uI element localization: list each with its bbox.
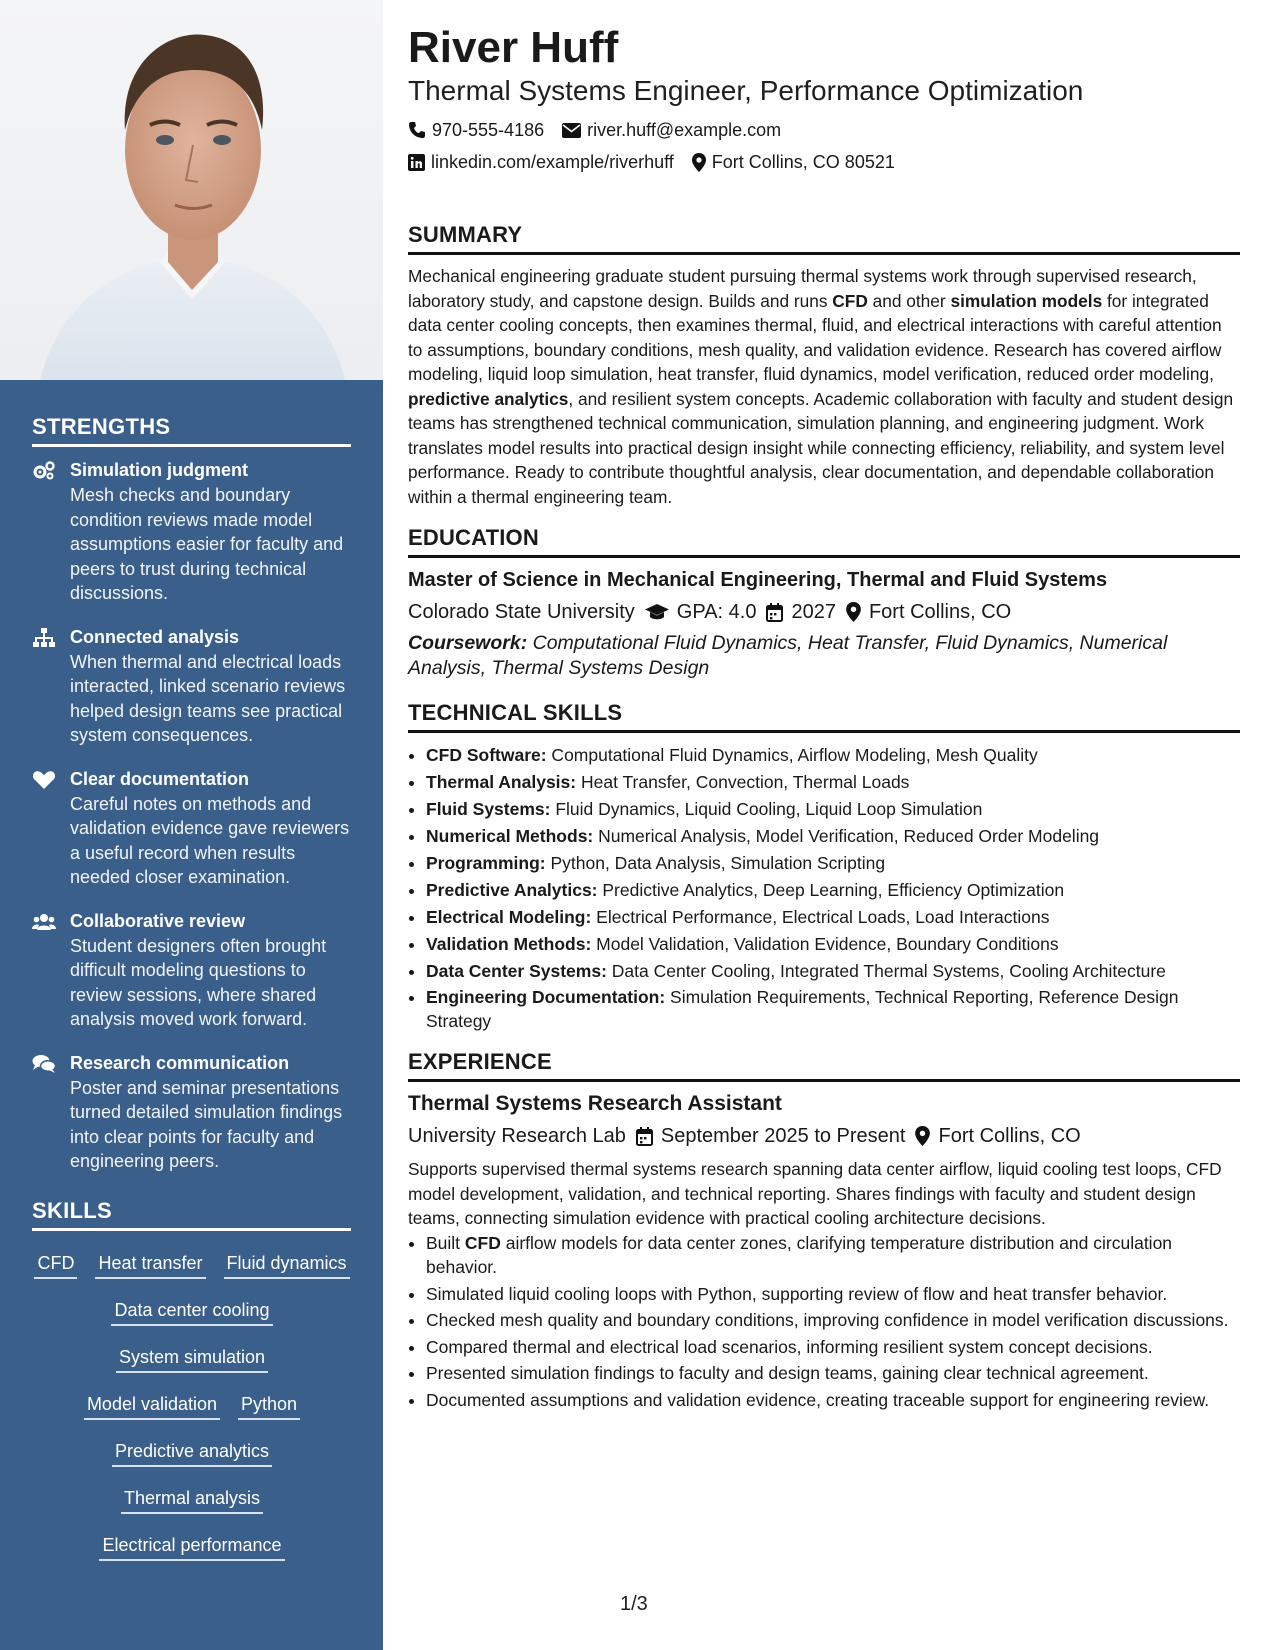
strength-title: Connected analysis [70,626,240,647]
grad-year: 2027 [791,601,836,623]
experience-meta [408,1121,1240,1151]
list-item: • Electrical Modeling: Electrical Performance, Electrical Loads, Load Interactions [426,904,1240,931]
strength-item [32,1052,351,1174]
experience-role: Thermal Systems Research Assistant [408,1092,782,1115]
skill-chip: Python [238,1392,300,1420]
strength-desc: Careful notes on methods and validation evidence gave reviewers a useful record when results needed closer examination. [70,793,350,887]
list-item: • Validation Methods: Model Validation, Validation Evidence, Boundary Conditions [426,931,1240,958]
heart-icon [32,768,56,890]
organization: University Research Lab [408,1125,626,1147]
summary-heading: SUMMARY [408,222,1240,255]
experience-location: Fort Collins, CO [938,1125,1081,1147]
strength-item [32,768,351,890]
strength-desc: Student designers often brought difficult modeling questions to review sessions, where shared analysis moved work forward. [70,935,327,1029]
strength-desc: When thermal and electrical loads interacted, linked scenario reviews helped design teams see practical system consequences. [70,651,346,745]
contact-row-2 [408,146,1240,178]
map-pin-icon [692,153,706,172]
skill-chip: Thermal analysis [121,1486,263,1514]
gears-icon [32,459,56,606]
list-item: • CFD Software: Computational Fluid Dynamics, Airflow Modeling, Mesh Quality [426,742,1240,769]
strengths-heading: STRENGTHS [32,414,351,447]
experience-dates: September 2025 to Present [660,1125,906,1147]
calendar-icon [766,603,783,622]
sitemap-icon [32,626,56,748]
skill-chip: Predictive analytics [112,1439,272,1467]
skill-chip: Heat transfer [95,1251,205,1279]
list-item: • Programming: Python, Data Analysis, Simulation Scripting [426,850,1240,877]
users-icon [32,910,56,1032]
email-text: river.huff@example.com [587,120,782,140]
skill-chip: Data center cooling [111,1298,272,1326]
experience-summary: Supports supervised thermal systems research spanning data center airflow, liquid cooling test loops, CFD model development, validation, and technical reporting. Shares findings with faculty and student design teams, connecting simulation evidence with practical cooling architecture decisions. [408,1159,1222,1228]
skill-chip: Model validation [84,1392,220,1420]
phone-text: 970-555-4186 [432,120,545,140]
linkedin[interactable] [408,146,674,178]
degree-title: Master of Science in Mechanical Engineering, Thermal and Fluid Systems [408,569,1108,591]
skill-chip: CFD [34,1251,77,1279]
list-item: • Predictive Analytics: Predictive Analytics, Deep Learning, Efficiency Optimization [426,877,1240,904]
calendar-icon [636,1127,653,1146]
email[interactable] [562,114,781,146]
phone[interactable] [408,114,544,146]
profile-photo [0,0,383,380]
list-item: • Documented assumptions and validation evidence, creating traceable support for engineering review. [426,1388,1240,1413]
list-item: • Data Center Systems: Data Center Cooling, Integrated Thermal Systems, Cooling Architecture [426,958,1240,985]
graduation-cap-icon [645,603,669,621]
linkedin-icon [408,154,425,171]
skill-chip: Fluid dynamics [224,1251,350,1279]
list-item: • Fluid Systems: Fluid Dynamics, Liquid Cooling, Liquid Loop Simulation [426,796,1240,823]
page-indicator: 1/3 [620,1593,648,1615]
experience-heading: EXPERIENCE [408,1049,1240,1082]
envelope-icon [562,123,581,138]
strength-item [32,626,351,748]
location [692,146,895,178]
education-heading: EDUCATION [408,525,1240,558]
technical-skills-list [408,742,1240,1033]
list-item: • Compared thermal and electrical load scenarios, informing resilient system concept decisions. [426,1335,1240,1360]
comments-icon [32,1052,56,1174]
candidate-name: River Huff [408,23,619,72]
skill-chip: System simulation [116,1345,268,1373]
strength-title: Collaborative review [70,910,246,931]
list-item: • Built CFD airflow models for data center zones, clarifying temperature distribution and circulation behavior. [426,1231,1240,1280]
strength-desc: Poster and seminar presentations turned detailed simulation findings into clear points for faculty and engineering peers. [70,1077,343,1171]
job-title: Thermal Systems Engineer, Performance Optimization [408,75,1084,106]
technical-skills-heading: TECHNICAL SKILLS [408,700,1240,733]
list-item: • Numerical Methods: Numerical Analysis, Model Verification, Reduced Order Modeling [426,823,1240,850]
strength-title: Research communication [70,1052,290,1073]
skill-chip: Electrical performance [99,1533,284,1561]
sidebar [0,0,383,1650]
map-pin-icon [915,1126,930,1146]
list-item: • Thermal Analysis: Heat Transfer, Convection, Thermal Loads [426,769,1240,796]
strength-desc: Mesh checks and boundary condition reviews made model assumptions easier for faculty and peers to trust during technical discussions. [70,485,344,603]
phone-icon [408,121,426,139]
school-name: Colorado State University [408,601,635,623]
map-pin-icon [846,602,861,622]
linkedin-text: linkedin.com/example/riverhuff [431,152,674,172]
strength-title: Clear documentation [70,768,250,789]
contact-row [408,114,1240,146]
skills-heading: SKILLS [32,1198,351,1231]
list-item: • Simulated liquid cooling loops with Python, supporting review of flow and heat transfer behavior. [426,1282,1240,1307]
strength-item [32,910,351,1032]
list-item: • Checked mesh quality and boundary conditions, improving confidence in model verification discussions. [426,1308,1240,1333]
skills-list [32,1243,352,1580]
coursework: Coursework: Computational Fluid Dynamics, Heat Transfer, Fluid Dynamics, Numerical Analysis, Thermal Systems Design [408,632,1168,679]
strength-item [32,459,351,606]
main-content [408,22,1240,1414]
list-item: • Engineering Documentation: Simulation Requirements, Technical Reporting, Reference Design Strategy [426,985,1240,1033]
education-location: Fort Collins, CO [868,601,1012,623]
education-meta [408,597,1240,627]
strength-title: Simulation judgment [70,460,248,480]
summary-text: Mechanical engineering graduate student pursuing thermal systems work through supervised research, laboratory study, and capstone design. Builds and runs CFD and other simulation models for integrated data center cooling concepts, then examines thermal, fluid, and electrical interactions with careful attention to assumptions, boundary conditions, mesh quality, and validation evidence. Research has covered airflow modeling, liquid loop simulation, heat transfer, fluid dynamics, model verification, reduced order modeling, predictive analytics, and resilient system concepts. Academic collaboration with faculty and student design teams has strengthened technical communication, simulation planning, and engineering judgment. Work translates model results into practical design insight while connecting efficiency, reliability, and system level performance. Ready to contribute thoughtful analysis, clear documentation, and dependable collaboration within a thermal engineering team. [408,266,1234,507]
experience-bullets [408,1231,1240,1413]
gpa: GPA: 4.0 [676,601,757,623]
list-item: • Presented simulation findings to faculty and design teams, gaining clear technical agreement. [426,1361,1240,1386]
location-text: Fort Collins, CO 80521 [711,152,895,172]
